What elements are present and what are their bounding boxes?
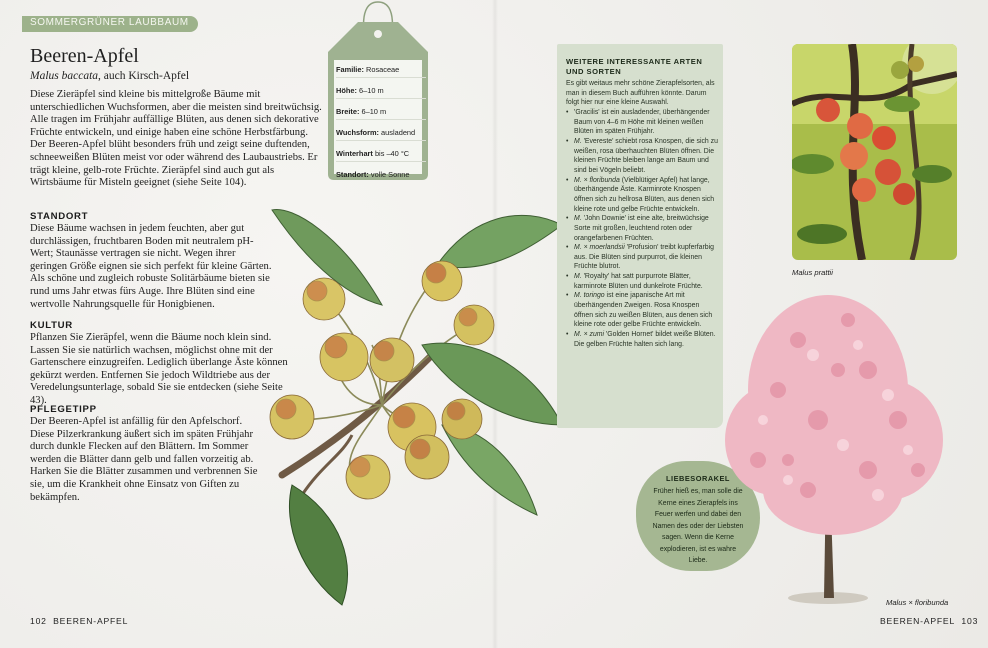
- liebesorakel-text: Früher hieß es, man solle die Kerne eines Zierapfels ins Feuer werfen und dabei den Namen des oder der Liebsten sagen. Wenn die Kerne explodieren, ist es wahre Liebe.: [652, 488, 744, 564]
- crabapple-branch-illustration: [262, 195, 572, 615]
- list-item: • M. 'John Downie' ist eine alte, breitwüchsige Sorte mit großen, leuchtend roten oder orangefarbenen Früchten.: [566, 214, 718, 243]
- photo-caption: Malus prattii: [792, 268, 833, 277]
- page-number: 103: [961, 616, 979, 626]
- plant-facts: [336, 63, 426, 188]
- flowering-tree-illustration: [718, 280, 968, 610]
- fact-row: Standort: volle Sonne: [336, 170, 410, 179]
- liebesorakel-heading: LIEBESORAKEL: [666, 474, 730, 483]
- variety-list: [566, 108, 718, 349]
- fact-row: Wuchsform: ausladend: [336, 126, 426, 141]
- list-item: • M. × moerlandsii 'Profusion' treibt kupferfarbig aus. Die Blüten sind purpurrot, die kleinen Früchte blutrot.: [566, 243, 718, 272]
- pflegetipp-text: Der Beeren-Apfel ist anfällig für den Apfelschorf. Diese Pilzerkrankung äußert sich im späten Frühjahr durch dunkle Flecken auf den Blättern. Im Sommer werden die Blätter dann gelb und fallen vorzeitig ab. Harken Sie die Blätter zusammen und verbrennen Sie sie, um die Krankheit ohne Einsatz von Giften zu bekämpfen.: [30, 416, 258, 503]
- kultur-heading: KULTUR: [30, 320, 73, 331]
- list-item: • M. × zumi 'Golden Hornet' bildet weiße Blüten. Die gelben Früchte halten sich lang.: [566, 330, 718, 349]
- kultur-text: Pflanzen Sie Zieräpfel, wenn die Bäume noch klein sind. Lassen Sie sie natürlich wachsen, möglichst ohne mit der Gartenschere einzugreifen. Lediglich überlange Äste können gekürzt werden. Entfernen Sie jedoch Wildtriebe aus der Veredelungsunterlage, sobald Sie sie entdecken (siehe Seite 43).: [30, 332, 288, 406]
- common-name: , auch Kirsch-Apfel: [98, 70, 190, 82]
- malus-prattii-photo: [792, 44, 957, 260]
- fact-row: Winterhart bis –40 °C: [336, 147, 426, 162]
- fact-row: Breite: 6–10 m: [336, 105, 426, 120]
- footer-right: [880, 616, 978, 626]
- list-item: • M. × floribunda (Vielblütiger Apfel) hat lange, überhängende Äste. Karminrote Knospen öffnen sich zu hellrosa Blüten, aus denen sich kleine rote und gelbe Früchte entwickeln.: [566, 176, 718, 215]
- list-item: • M. 'Royalty' hat satt purpurrote Blätter, karminrote Blüten und dunkelrote Früchte.: [566, 272, 718, 291]
- fact-row: Höhe: 6–10 m: [336, 84, 426, 99]
- info-body: [566, 79, 718, 349]
- fact-row: Familie: Rosaceae: [336, 63, 426, 78]
- standort-heading: STANDORT: [30, 211, 89, 222]
- list-item: • M. toringo ist eine japanische Art mit überhängenden Zweigen. Rosa Knospen öffnen sich zu weißen Blüten, aus denen sich kleine rote oder gelbe Früchte entwickeln.: [566, 291, 718, 330]
- fruit-photo-image: [792, 44, 957, 260]
- standort-text: Diese Bäume wachsen in jedem feuchten, aber gut durchlässigen, fruchtbaren Boden mit neutralem pH-Wert; Staunässe vertragen sie nicht. Wegen ihrer geringen Größe eignen sie sich perfekt für kleine Gärten. Als schöne und zugleich robuste Solitärbäume bieten sie rund ums Jahr etwas fürs Auge. Ihre Blüten sind eine wertvolle Nahrungsquelle für Honigbienen.: [30, 223, 272, 310]
- running-title: BEEREN-APFEL: [53, 616, 129, 626]
- category-label: SOMMERGRÜNER LAUBBAUM: [30, 17, 189, 28]
- list-item: • 'Gracilis' ist ein ausladender, überhängender Baum von 4–6 m Höhe mit kleinen weißen Blüten im späten Frühjahr.: [566, 108, 718, 137]
- footer-left: [30, 616, 128, 626]
- page-subtitle: [30, 70, 189, 82]
- info-heading: WEITERE INTERESSANTE ARTEN UND SORTEN: [566, 57, 703, 76]
- pflegetipp-heading: PFLEGETIPP: [30, 404, 97, 415]
- page-number: 102: [30, 616, 47, 626]
- running-title: BEEREN-APFEL: [880, 616, 956, 626]
- info-intro: Es gibt weitaus mehr schöne Zierapfelsorten, als man in diesem Buch aufführen könnte. Darum folgt hier nur eine kleine Auswahl.: [566, 80, 715, 107]
- intro-text: Diese Zieräpfel sind kleine bis mittelgroße Bäume mit unterschiedlichen Wuchsformen, aber die meisten sind breitwüchsig. Alle tragen im Frühjahr auffällige Blüten, aus denen sich dekorative Früchte entwickeln, und einige haben eine schöne Herbstfärbung. Der Beeren-Apfel blüht besonders früh und zeigt seine duftenden, schneeweißen Blüten meist vor oder während des Laubaustriebs. Er trägt kleine, gelb-rote Früchte. Zieräpfel sind auch gut als Wirtsbäume für Misteln geeignet (siehe Seite 104).: [30, 89, 322, 189]
- list-item: • M. 'Evereste' schiebt rosa Knospen, die sich zu weißen, rosa überhauchten Blüten öffnen. Die kleinen Früchte bleiben lange am Baum und sind bei Vögeln beliebt.: [566, 137, 718, 176]
- latin-name: Malus baccata: [30, 70, 99, 82]
- page-title: Beeren-Apfel: [30, 45, 139, 67]
- tree-caption: Malus × floribunda: [886, 598, 949, 607]
